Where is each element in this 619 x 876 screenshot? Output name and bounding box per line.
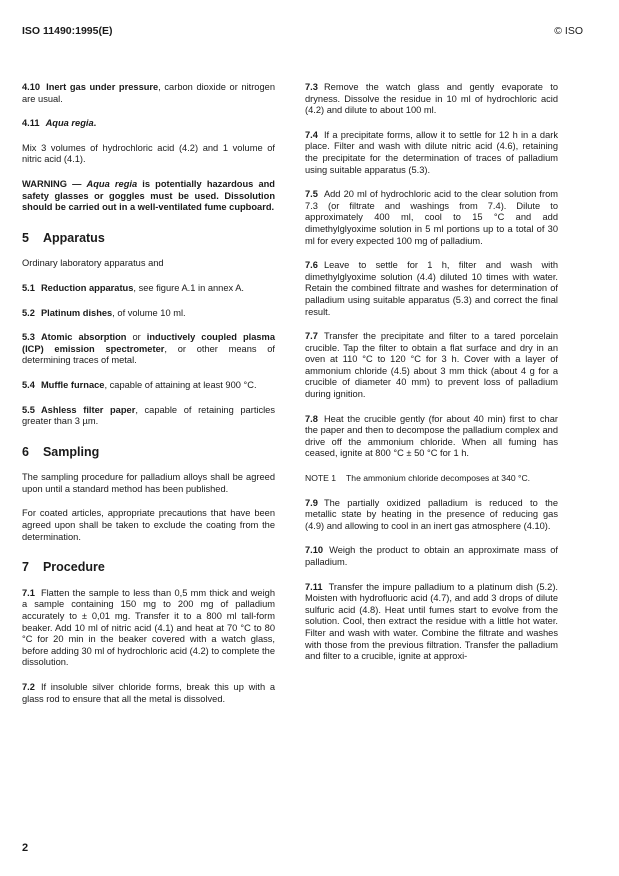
clause-7-1: 7.1 Flatten the sample to less than 0,5 mm thick and weigh a sample containing 150 mg to 200 mg of palladium accurately to ± 0,01 mg. Transfer it to a 800 ml tall-form beaker. Add 10 ml of nitric acid (4.1) and heat at 70 °C to 80 °C for 20 min in the beaker covered with a watch glass, before adding 30 ml of hydrochloric acid (4.2) to complete the dissolution. xyxy=(22,587,275,668)
clause-5-1: 5.1 Reduction apparatus, see figure A.1 in annex A. xyxy=(22,282,245,293)
clause-5-2: 5.2 Platinum dishes, of volume 10 ml. xyxy=(22,307,186,318)
section-heading-procedure: 7 Procedure xyxy=(22,560,105,575)
note-1: NOTE 1 The ammonium chloride decomposes at 340 °C. xyxy=(305,473,531,484)
left-column xyxy=(22,82,275,718)
clause-5-4: 5.4 Muffle furnace, capable of attaining at least 900 °C. xyxy=(22,379,257,390)
clause-4-10: 4.10 Inert gas under pressure, carbon dioxide or nitrogen are usual. xyxy=(22,82,275,104)
copyright-mark: © ISO xyxy=(554,25,583,37)
clause-7-11: 7.11 Transfer the impure palladium to a platinum dish (5.2). Moisten with hydrofluoric acid (4.7), and add 3 drops of dilute sulfuric acid (4.8). Heat until fumes start to evolve from the solution. Cool, then extract the residue with a little hot water. Filter and wash with water. Combine the filtrate and washes with those from the previous filtration. Transfer the palladium and filter to a crucible, ignite at approxi- xyxy=(305,581,558,662)
sampling-para-1: The sampling procedure for palladium alloys shall be agreed upon until a standard method has been published. xyxy=(22,472,275,494)
clause-7-2: 7.2 If insoluble silver chloride forms, break this up with a glass rod to ensure that all the metal is dissolved. xyxy=(22,682,275,704)
clause-7-8: 7.8 Heat the crucible gently (for about 40 min) first to char the paper and then to decompose the palladium complex and drive off the ammonium chloride. When all fuming has ceased, ignite at 800 °C ± 50 °C for 1 h. xyxy=(305,413,558,459)
clause-term: Aqua regia xyxy=(45,118,94,129)
right-column xyxy=(305,82,558,676)
standard-id: ISO 11490:1995(E) xyxy=(22,25,113,37)
clause-7-3: 7.3 Remove the watch glass and gently evaporate to dryness. Dissolve the residue in 10 ml of hydrochloric acid (4.2) and dilute to about 100 ml. xyxy=(305,82,558,116)
clause-7-5: 7.5 Add 20 ml of hydrochloric acid to the clear solution from 7.3 (or filtrate and washings from 7.4). Dilute to approximately 400 ml, cool to 15 °C and add dimethylglyoxime solution in 5 ml portions up to a total of 30 ml for every expected 100 mg of palladium. xyxy=(305,189,558,246)
section-heading-apparatus: 5 Apparatus xyxy=(22,230,105,245)
clause-7-6: 7.6 Leave to settle for 1 h, filter and wash with dimethylglyoxime solution (4.4) diluted 10 times with water. Retain the combined filtrate and washes for determination of palladium using suitable apparatus (5.3) and correct the final result. xyxy=(305,260,558,317)
apparatus-intro: Ordinary laboratory apparatus and xyxy=(22,258,164,269)
clause-7-9: 7.9 The partially oxidized palladium is reduced to the metallic state by heating in the presence of reducing gas (4.9) and allowing to cool in an inert gas atmosphere (4.10). xyxy=(305,497,558,531)
section-heading-sampling: 6 Sampling xyxy=(22,444,100,459)
sampling-para-2: For coated articles, appropriate precautions that have been agreed upon shall be taken to exclude the coating from the determination. xyxy=(22,508,275,542)
clause-5-3: 5.3 Atomic absorption or inductively coupled plasma (ICP) emission spectrometer, or other means of determining traces of metal. xyxy=(22,332,276,366)
clause-term: Inert gas under pressure xyxy=(46,82,159,92)
clause-4-11-body: Mix 3 volumes of hydrochloric acid (4.2) and 1 volume of nitric acid (4.1). xyxy=(22,142,275,165)
clause-7-4: 7.4 If a precipitate forms, allow it to settle for 12 h in a dark place. Filter and wash with dilute nitric acid (4.6), retaining the precipitate for the determination of traces of palladium using suitable apparatus (5.3). xyxy=(305,129,558,175)
warning-text: WARNING — Aqua regia is potentially hazardous and safety glasses or goggles must be used. Dissolution should be carried out in a well-ventilated fume cupboard. xyxy=(22,178,275,213)
page-number: 2 xyxy=(22,842,29,854)
clause-7-7: 7.7 Transfer the precipitate and filter to a tared porcelain crucible. Tap the filter to obtain a flat surface and dry in an oven at 110 °C to 120 °C for 3 h. Cover with a layer of ammonium chloride (4.5) about 3 mm thick (about 4 g for a crucible of diameter 40 mm) to prevent loss of palladium during ignition. xyxy=(305,331,558,400)
clause-5-5: 5.5 Ashless filter paper, capable of retaining particles greater than 3 µm. xyxy=(22,404,275,427)
clause-4-11: 4.11 Aqua regia. xyxy=(22,118,97,129)
clause-7-10: 7.10 Weigh the product to obtain an approximate mass of palladium. xyxy=(305,545,558,567)
